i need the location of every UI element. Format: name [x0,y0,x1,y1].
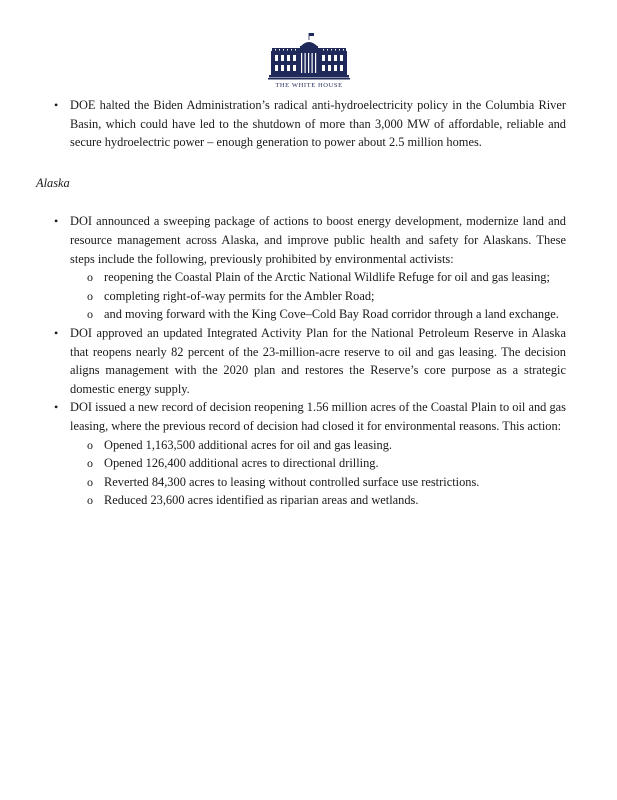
sub-item-text: Opened 126,400 additional acres to directional drilling. [104,456,379,471]
bullet-text: DOI approved an updated Integrated Activity Plan for the National Petroleum Reserve in Alaska that reopens nearly 82 percent of the 23-million-acre reserve to oil and gas leasing. The decision aligns management with the 2020 plan and restores the Reserve’s core purpose as a strategic domestic energy supply. [70,325,566,396]
bullet-icon: • [54,325,59,340]
sub-bullet-icon: o [87,288,93,303]
document-body [36,96,566,510]
section-heading-alaska: Alaska [36,175,70,190]
sub-list [70,268,566,324]
sub-item-text: completing right-of-way permits for the Ambler Road; [104,288,375,303]
sub-list-item [70,454,566,473]
sub-list-item [70,305,566,324]
sub-list-item [70,436,566,455]
logo-caption: THE WHITE HOUSE [275,82,343,89]
sub-list-item [70,491,566,510]
sub-item-text: Reverted 84,300 acres to leasing without controlled surface use restrictions. [104,474,480,489]
intro-bullet-list [36,96,566,152]
bullet-text: DOE halted the Biden Administration’s radical anti-hydroelectricity policy in the Columbia River Basin, which could have led to the shutdown of more than 3,000 MW of affordable, reliable and secure hydroelectric power – enough generation to power about 2.5 million homes. [70,98,566,150]
sub-list-item [70,473,566,492]
list-item [36,212,566,324]
bullet-icon: • [54,98,59,112]
sub-list-item [70,268,566,287]
bullet-text: DOI issued a new record of decision reopening 1.56 million acres of the Coastal Plain to oil and gas leasing, where the previous record of decision had closed it for environmental reasons. This action: [70,400,566,433]
sub-bullet-icon: o [87,270,93,285]
list-item [36,398,566,510]
sub-bullet-icon: o [87,307,93,322]
list-item [36,96,566,152]
bullet-text: DOI announced a sweeping package of actions to boost energy development, modernize land and resource management across Alaska, and improve public health and safety for Alaskans. These steps include the following, previously prohibited by environmental activists: [70,214,566,266]
bullet-icon: • [54,400,59,415]
sub-bullet-icon: o [87,437,93,452]
sub-item-text: reopening the Coastal Plain of the Arctic National Wildlife Refuge for oil and gas leasing; [104,270,550,285]
white-house-building-icon [268,32,350,80]
bullet-icon: • [54,214,59,229]
sub-bullet-icon: o [87,474,93,489]
alaska-bullet-list [36,212,566,510]
white-house-logo [262,32,356,98]
list-item [36,324,566,398]
sub-item-text: and moving forward with the King Cove–Cold Bay Road corridor through a land exchange. [104,307,559,322]
sub-item-text: Reduced 23,600 acres identified as riparian areas and wetlands. [104,493,419,508]
sub-list-item [70,287,566,306]
sub-bullet-icon: o [87,493,93,508]
sub-list [70,436,566,510]
sub-item-text: Opened 1,163,500 additional acres for oil and gas leasing. [104,437,393,452]
sub-bullet-icon: o [87,456,93,471]
